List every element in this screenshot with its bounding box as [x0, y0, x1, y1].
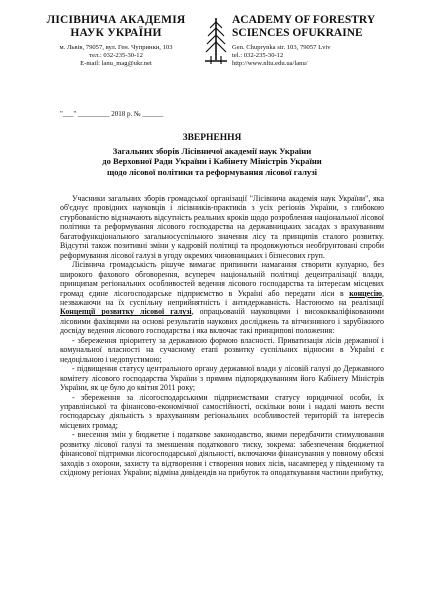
list-item: - підвищення статусу центрального органу державної влади у лісовій галузі до Державного комітету лісового господарства України з прямим підпорядкуванням його Кабінету Міністрів України, як це було до квітня 2011 року; [60, 364, 384, 393]
paragraph-1: Учасники загальних зборів громадської організації "Лісівнича академія наук України", яка об'єднує провідних науковців і лісівників-практиків з усіх регіонів України, з глибокою стурбованістю відзначають відсутність реальних кроків щодо розроблення національної лісової політики та реформування лісового господарства на державницьких засадах з врахуванням багатофункціонального загальносуспільного значення лісу та принципів сталого розвитку. Відсутні також позитивні зміни у кадровій політиці та продовжуються необґрунтовані спроби реформування лісової галузі в угоду окремих чиновницьких і бізнесових груп. [60, 194, 384, 260]
org-name-en-line1: ACADEMY OF FORESTRY [232, 14, 376, 26]
paragraph-2-part-b: , незважаючи на їх суспільну неприйнятність і антидержавність. Настоюємо на реалізації [60, 288, 384, 307]
paragraph-2-part-c: , опрацьованій науковцями і висококваліфікованими лісовими фахівцями на основі результатів наукових досліджень та вітчизняного і зарубіжного досвіду ведення лісового господарства і яка включає такі принципові положення: [60, 307, 384, 336]
paragraph-2 [60, 260, 384, 336]
tree-emblem-icon [203, 16, 229, 66]
address-en-phone: tel.: 032-235-30-12 [232, 52, 284, 60]
address-ua [36, 44, 196, 69]
letterhead-english [232, 14, 402, 69]
org-name-ua-line1: ЛІСІВНИЧА АКАДЕМІЯ [46, 14, 186, 26]
org-name-ua-line2: НАУК УКРАЇНИ [70, 27, 162, 39]
address-ua-email[interactable]: E-mail: lanu_mag@ukr.net [80, 60, 152, 68]
letterhead-ukrainian [36, 14, 196, 69]
document-subtitle [0, 146, 424, 177]
paragraph-2-part-a: Лісівнича громадськість рішуче вимагає припинити намагання створити кулуарно, без широкого фахового обговорення, всупереч національній політиці децентралізації влади, принципам регіональних особливостей ведення лісового господарства та інтересам місцевих громад єдине лісогосподарське підприємство в Україні або передати ліси в [60, 260, 384, 298]
address-ua-street: м. Львів, 79057, вул. Ген. Чупринки, 103 [59, 44, 173, 51]
letterhead [0, 14, 424, 100]
list-item: - внесення змін у бюджетне і податкове законодавство, якими передбачити стимулювання розвитку лісової галузі та зменшення податкового тиску, зокрема: забезпечення бюджетної фінансової підтримки лісогосподарської діяльності, включаючи фінансування у повному обсязі заходів з охорони, захисту та відтворення і створення нових лісів, насамперед у південному та східному регіонах України; відміна дивідендів на прибуток та оподаткування частини прибутку, [60, 430, 384, 478]
address-ua-phone: тел.: 032-235-30-12 [89, 52, 143, 60]
date-number-line: "___" _________ 2018 р. № ______ [60, 110, 164, 118]
document-body [60, 194, 384, 478]
concession-emphasis: концесію [349, 288, 383, 298]
document-title: ЗВЕРНЕННЯ [182, 133, 242, 143]
org-name-en-line2: SCIENCES OFUKRAINE [232, 27, 363, 39]
list-item: - збереження за лісогосподарськими підприємствами статусу юридичної особи, їх управлінської та фінансово-економічної самостійності, оскільки вони і надалі мають вести господарську діяльність з врахуванням регіональних особливостей територій та інтересів місцевих громад; [60, 392, 384, 430]
address-en [232, 44, 402, 69]
subtitle-line3: щодо лісової політики та реформування лісової галузі [106, 166, 318, 177]
address-en-street: Gen. Chuprynka str. 103, 79057 Lviv [232, 44, 331, 51]
concept-emphasis: Концепції розвитку лісової галузі [60, 307, 192, 317]
subtitle-line2: до Верховної Ради України і Кабінету Міністрів України [102, 156, 322, 167]
address-en-url[interactable]: http://www.nltu.edu.ua/lanu/ [232, 60, 308, 68]
list-item: - збереження пріоритету за державною формою власності. Приватизація лісів державної і комунальної власності на сучасному етапі розвитку суспільних відносин в Україні є недоцільною і недопустимою; [60, 335, 384, 364]
subtitle-line1: Загальних зборів Лісівничої академії наук України [112, 146, 312, 156]
